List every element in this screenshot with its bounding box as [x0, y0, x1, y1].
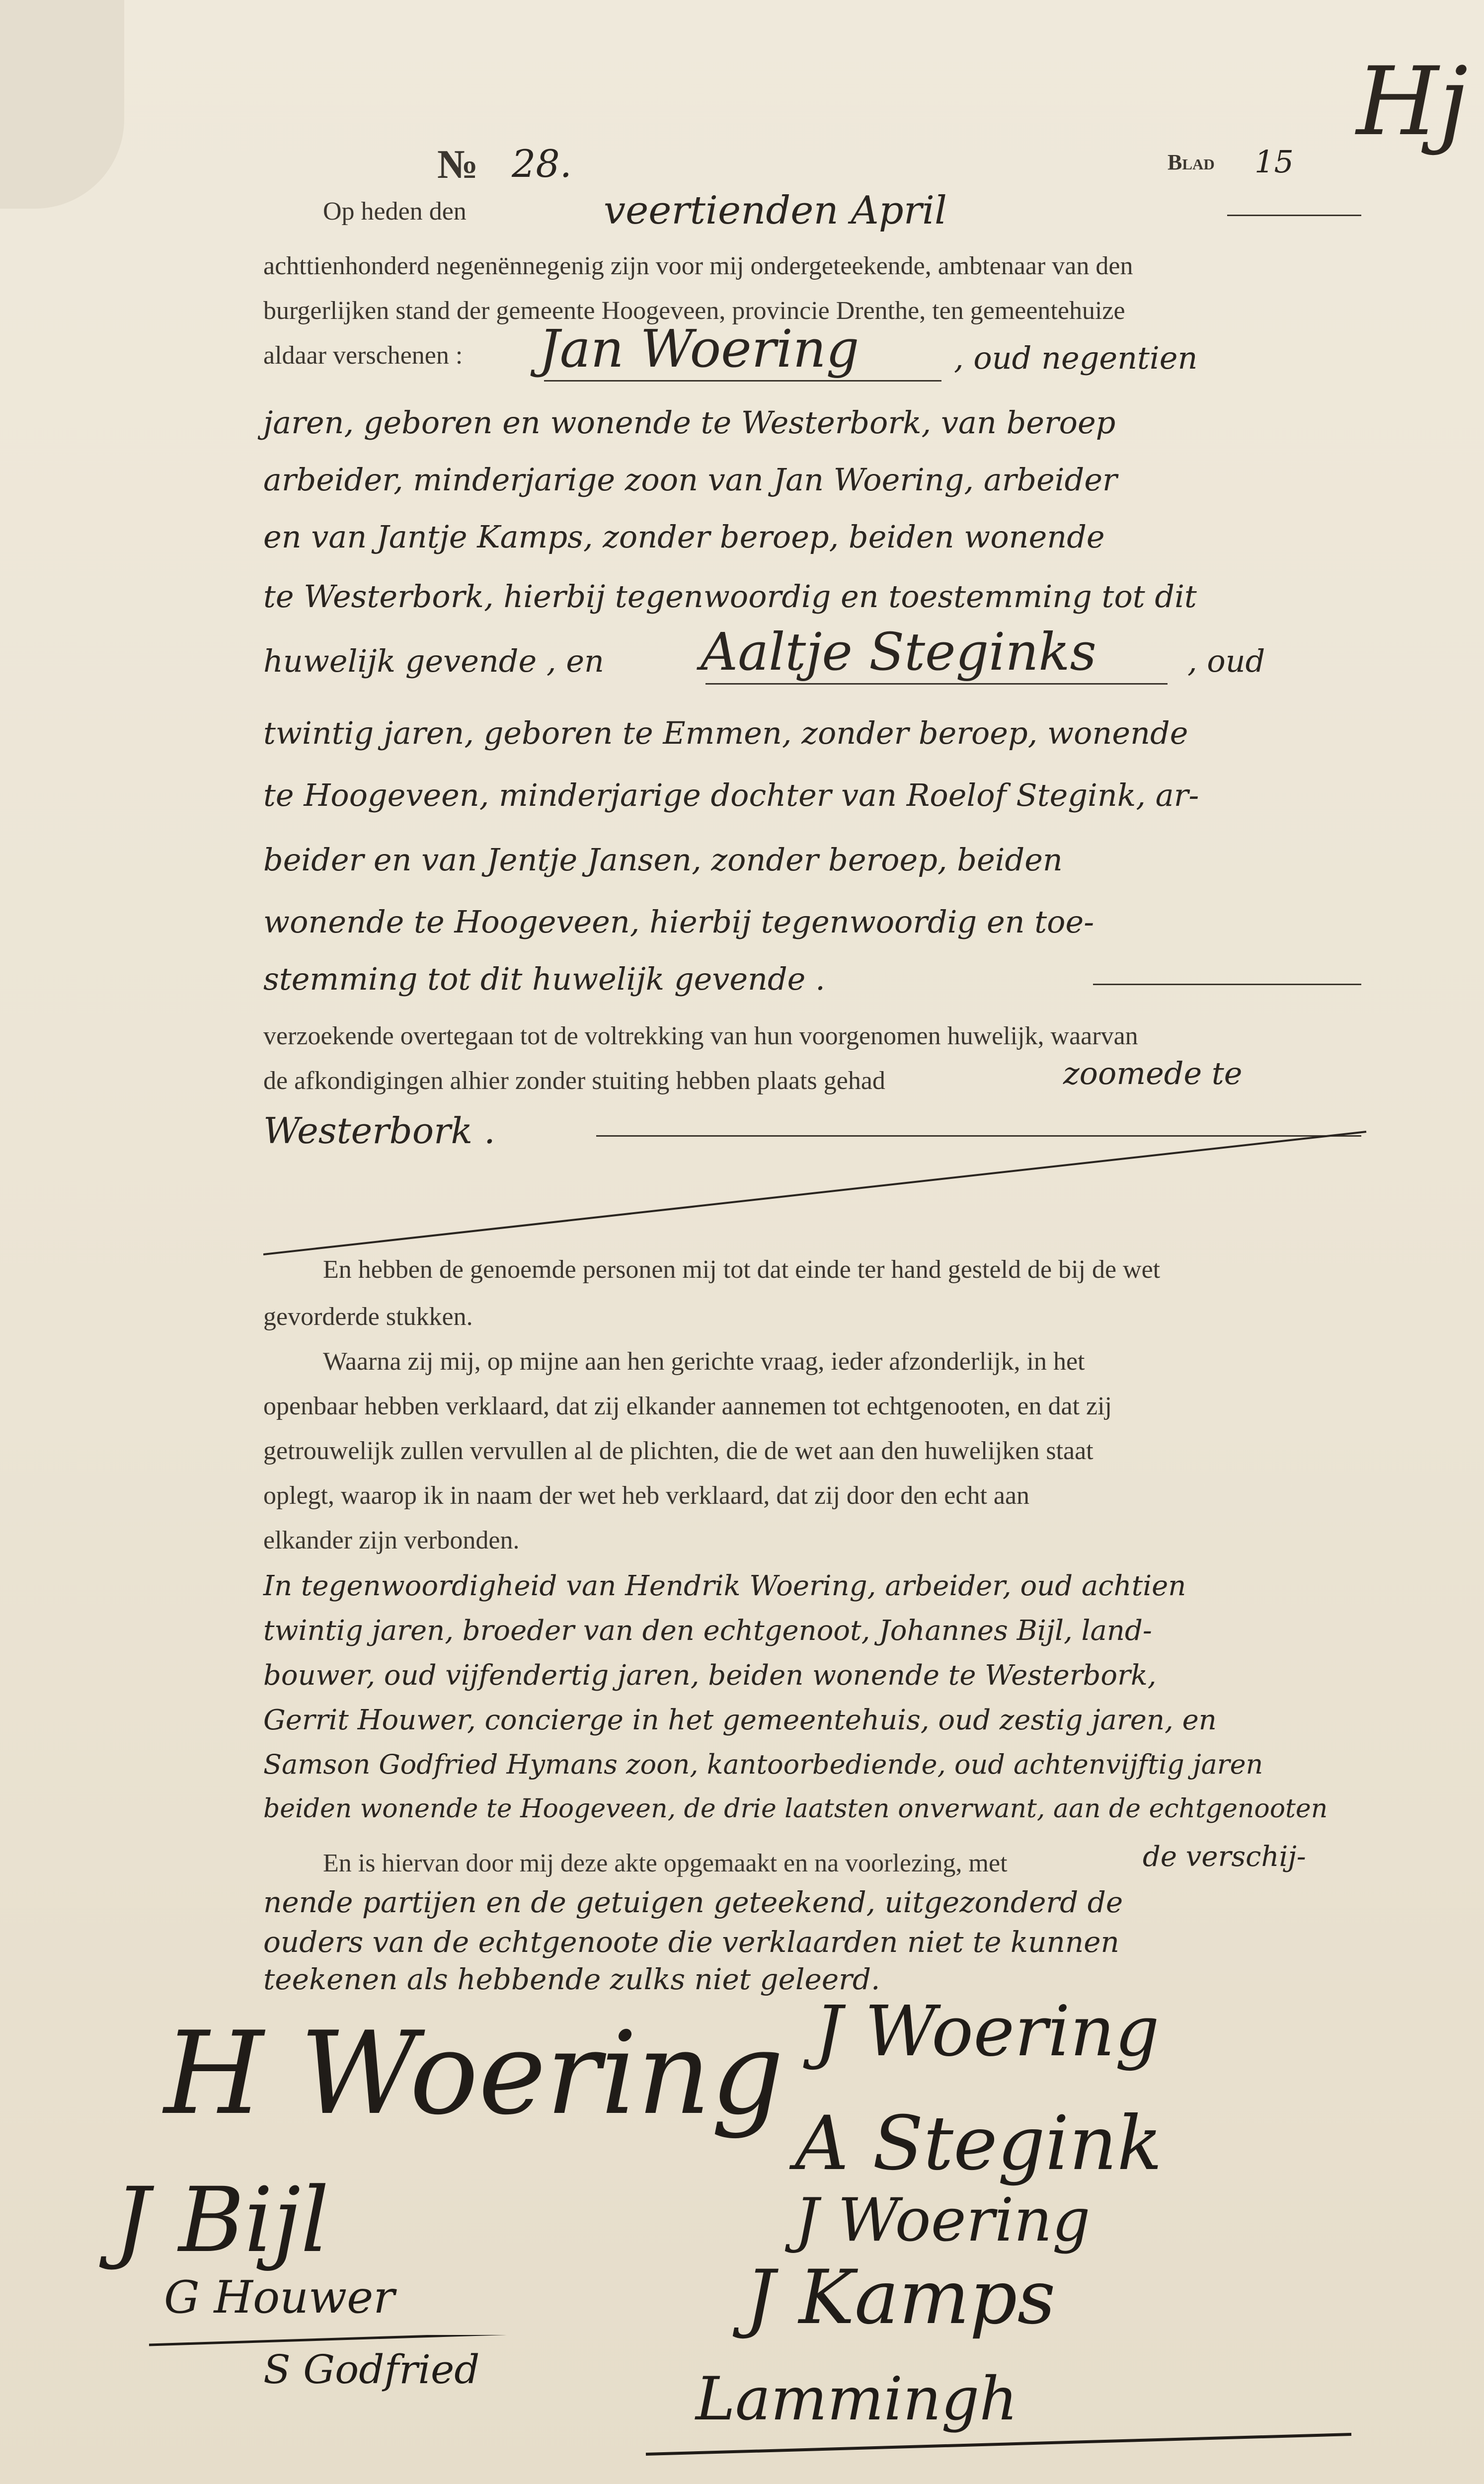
sheet-value: 15 — [1254, 144, 1294, 180]
faded-embossed-stamp — [0, 0, 124, 209]
vows-line-4: oplegt, waarop ik in naam der wet heb verklaard, dat zij door den echt aan — [263, 1481, 1030, 1510]
vows-line-5: elkander zijn verbonden. — [263, 1526, 520, 1554]
bride-line-4: wonende te Hoogeveen, hierbij tegenwoordig en toe- — [263, 904, 1094, 940]
bride-name: Aaltje Steginks — [701, 621, 1096, 682]
groom-line-3: arbeider, minderjarige zoon van Jan Woering, arbeider — [263, 462, 1117, 498]
date-handwritten: veertienden April — [604, 188, 947, 233]
bride-line-5: stemming tot dit huwelijk gevende . — [263, 961, 825, 997]
bride-name-underline — [705, 683, 1168, 685]
request-line-1: verzoekende overtegaan tot de voltrekking van hun voorgenomen huwelijk, waarvan — [263, 1022, 1138, 1050]
vows-line-3: getrouwelijk zullen vervullen al de plichten, die de wet aan den huwelijken staat — [263, 1437, 1093, 1465]
bride-line-2: te Hoogeveen, minderjarige dochter van Roelof Stegink, ar- — [263, 777, 1199, 813]
closing-hand-4: teekenen als hebbende zulks niet geleerd. — [263, 1962, 880, 1996]
proclamation-place-2: Westerbork . — [263, 1110, 495, 1152]
groom-line-6: huwelijk gevende , en — [263, 643, 604, 679]
signature-j-kamps: J Kamps — [745, 2254, 1056, 2341]
closing-hand-3: ouders van de echtgenoote die verklaarden niet te kunnen — [263, 1925, 1119, 1959]
documents-line-2: gevorderde stukken. — [263, 1303, 473, 1331]
closing-hand-1: de verschij- — [1143, 1841, 1306, 1873]
groom-line-1: , oud negentien — [954, 340, 1198, 376]
signature-j-woering-1: J Woering — [815, 1991, 1160, 2072]
signature-flourish-lines — [149, 2335, 1391, 2484]
vows-line-2: openbaar hebben verklaard, dat zij elkander aannemen tot echtgenooten, en dat zij — [263, 1392, 1112, 1420]
witness-line-3: bouwer, oud vijfendertig jaren, beiden wonende te Westerbork, — [263, 1659, 1157, 1692]
fill-line — [1227, 215, 1361, 216]
signature-lammingh: Lammingh — [696, 2365, 1018, 2434]
closing-hand-2: nende partijen en de getuigen geteekend, uitgezonderd de — [263, 1885, 1123, 1919]
closing-line: En is hiervan door mij deze akte opgemaakt en na voorlezing, met — [323, 1849, 1008, 1877]
signature-h-woering: H Woering — [164, 2008, 784, 2140]
groom-line-5: te Westerbork, hierbij tegenwoordig en toestemming tot dit — [263, 578, 1197, 615]
groom-line-2: jaren, geboren en wonende te Westerbork, van beroep — [263, 404, 1116, 441]
opening-text: Op heden den — [323, 197, 467, 226]
signature-a-stegink: A Stegink — [795, 2100, 1163, 2187]
margin-annotation: Hj — [1356, 47, 1468, 156]
groom-name-underline — [544, 380, 941, 382]
witness-line-4: Gerrit Houwer, concierge in het gemeentehuis, oud zestig jaren, en — [263, 1704, 1217, 1736]
witness-line-5: Samson Godfried Hymans zoon, kantoorbediende, oud achtenvijftig jaren — [263, 1749, 1263, 1780]
printed-line-4: aldaar verschenen : — [263, 341, 463, 370]
signature-g-houwer: G Houwer — [164, 2271, 395, 2324]
documents-line-1: En hebben de genoemde personen mij tot dat einde ter hand gesteld de bij de wet — [323, 1255, 1161, 1284]
request-line-2: de afkondigingen alhier zonder stuiting hebben plaats gehad — [263, 1067, 885, 1095]
groom-line-4: en van Jantje Kamps, zonder beroep, beiden wonende — [263, 519, 1105, 555]
signature-s-godfried: S Godfried — [263, 2346, 480, 2393]
bride-line-1: twintig jaren, geboren te Emmen, zonder beroep, wonende — [263, 715, 1188, 751]
vows-line-1: Waarna zij mij, op mijne aan hen gerichte vraag, ieder afzonderlijk, in het — [323, 1347, 1085, 1376]
record-number-prefix: № — [437, 142, 478, 187]
strike-through-line — [263, 1128, 1371, 1262]
signature-j-bijl: J Bijl — [114, 2169, 329, 2272]
printed-line-3: burgerlijken stand der gemeente Hoogeveen, provincie Drenthe, ten gemeentehuize — [263, 297, 1125, 325]
bride-line-3: beider en van Jentje Jansen, zonder beroep, beiden — [263, 842, 1063, 878]
witness-line-1: In tegenwoordigheid van Hendrik Woering, arbeider, oud achtien — [263, 1570, 1186, 1602]
witness-line-2: twintig jaren, broeder van den echtgenoot, Johannes Bijl, land- — [263, 1615, 1152, 1647]
groom-name: Jan Woering — [539, 318, 859, 379]
bride-line-0: , oud — [1187, 643, 1265, 679]
proclamation-place-1: zoomede te — [1063, 1055, 1243, 1091]
signature-j-woering-2: J Woering — [795, 2186, 1091, 2255]
record-number-value: 28. — [512, 142, 572, 186]
witness-line-6: beiden wonende te Hoogeveen, de drie laatsten onverwant, aan de echtgenooten — [263, 1794, 1328, 1824]
fill-line — [1093, 984, 1361, 985]
sheet-label: Blad — [1168, 150, 1215, 174]
printed-line-2: achttienhonderd negenënnegenig zijn voor mij ondergeteekende, ambtenaar van den — [263, 252, 1133, 280]
